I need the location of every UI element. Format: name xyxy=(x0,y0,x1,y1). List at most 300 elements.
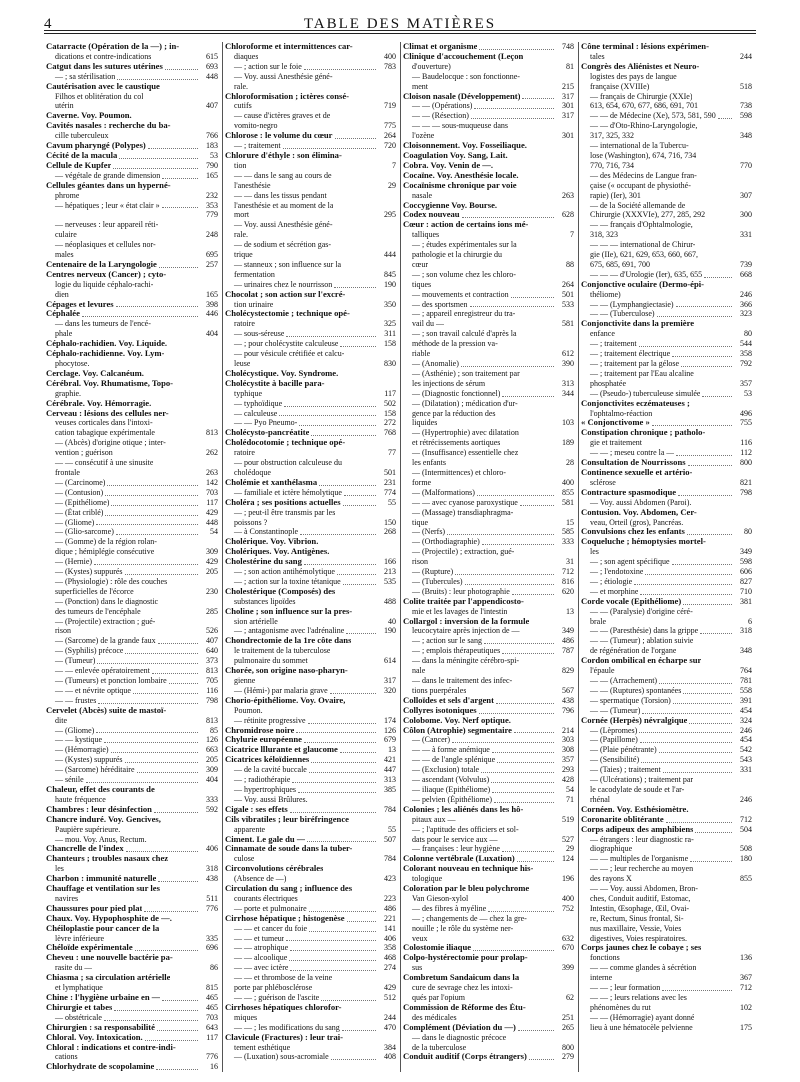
entry-text: cure de sevrage chez les intoxi- xyxy=(412,983,513,993)
entry-page-number: 400 xyxy=(384,51,396,61)
entry-page-number: 325 xyxy=(384,319,396,329)
entry-page-number: 214 xyxy=(562,725,574,735)
index-entry xyxy=(225,1003,396,1013)
entry-text: Céphalo-rachidien. Voy. Liquide. xyxy=(46,339,168,349)
entry-text: forme xyxy=(412,477,432,487)
leader-dots xyxy=(529,1059,554,1060)
leader-dots xyxy=(290,812,376,813)
index-entry xyxy=(403,151,574,161)
leader-dots xyxy=(105,515,198,516)
entry-page-number: 350 xyxy=(384,299,396,309)
entry-text: substances lipoïdes xyxy=(234,596,296,606)
entry-text: Chancrelle de l'index xyxy=(46,844,124,854)
entry-text: superficielles de l'écorce xyxy=(55,586,134,596)
index-entry xyxy=(225,290,396,300)
entry-page-number: 703 xyxy=(206,1012,218,1022)
entry-page-number: 800 xyxy=(740,458,752,468)
leader-dots xyxy=(311,762,376,763)
index-entry xyxy=(225,448,396,458)
entry-text: Chancre induré. Voy. Gencives, xyxy=(46,814,161,824)
index-entry xyxy=(581,151,752,161)
leader-dots xyxy=(289,960,376,961)
index-entry xyxy=(581,389,752,399)
entry-page-number: 768 xyxy=(384,428,396,438)
entry-page-number: 790 xyxy=(206,160,218,170)
entry-text: Conjonctivite dans la première xyxy=(581,319,695,329)
entry-text: sion artérielle xyxy=(234,616,278,626)
index-entry xyxy=(403,656,574,666)
leader-dots xyxy=(137,772,198,773)
leader-dots xyxy=(512,594,554,595)
index-entry xyxy=(225,42,396,52)
index-entry xyxy=(46,399,218,409)
leader-dots xyxy=(283,148,376,149)
index-entry xyxy=(46,101,218,111)
entry-text: — (Asthénie) ; son traitement par xyxy=(412,368,520,378)
leader-dots xyxy=(319,485,376,486)
entry-text: — ; traitement xyxy=(590,339,637,349)
entry-page-number: 423 xyxy=(384,874,396,884)
leader-dots xyxy=(105,495,198,496)
index-entry xyxy=(225,280,396,290)
index-entry xyxy=(403,706,574,716)
entry-text: riable xyxy=(412,349,431,359)
entry-page-number: 246 xyxy=(740,289,752,299)
entry-text: tion urinaire xyxy=(234,299,274,309)
leader-dots xyxy=(640,594,732,595)
index-entry xyxy=(403,418,574,428)
entry-page-number: 406 xyxy=(206,844,218,854)
entry-page-number: 320 xyxy=(384,685,396,695)
entry-page-number: 117 xyxy=(206,497,218,507)
entry-text: Chondrectomie de la 1re côte dans xyxy=(225,636,352,646)
index-entry xyxy=(403,924,574,934)
entry-text: — dans la méningite cérébro-spi- xyxy=(412,656,520,666)
entry-text: pulmonaire du sommet xyxy=(234,656,308,666)
entry-page-number: 126 xyxy=(206,735,218,745)
entry-page-number: 774 xyxy=(384,487,396,497)
leader-dots xyxy=(502,396,554,397)
entry-page-number: 116 xyxy=(740,438,752,448)
entry-text: — — (Tuberculose) xyxy=(590,309,655,319)
entry-text: Cheveu : une nouvelle bactérie pa- xyxy=(46,953,173,963)
entry-page-number: 438 xyxy=(562,695,574,705)
entry-text: typhique xyxy=(234,388,262,398)
entry-text: enfance xyxy=(590,329,615,339)
entry-page-number: 606 xyxy=(740,567,752,577)
entry-text: Consultation de Nourrissons xyxy=(581,458,686,468)
entry-page-number: 693 xyxy=(206,61,218,71)
index-entry xyxy=(403,488,574,498)
entry-page-number: 558 xyxy=(740,685,752,695)
entry-page-number: 385 xyxy=(384,784,396,794)
entry-text: — (Taies) ; traitement xyxy=(590,765,661,775)
index-entry xyxy=(225,171,396,181)
entry-text: Constipation chronique ; patholo- xyxy=(581,428,706,438)
entry-text: — (Massage) transdiaphragma- xyxy=(412,507,514,517)
entry-text: Cloisonnement. Voy. Fosseiliaque. xyxy=(403,141,527,151)
entry-page-number: 776 xyxy=(206,1052,218,1062)
entry-page-number: 257 xyxy=(206,259,218,269)
index-entry xyxy=(403,587,574,597)
entry-page-number: 71 xyxy=(566,794,574,804)
entry-text: — (Plaie pénétrante) xyxy=(590,745,657,755)
entry-text: — (Bruits) : leur photographie xyxy=(412,586,510,596)
index-entry xyxy=(581,636,752,646)
entry-page-number: 54 xyxy=(210,527,218,537)
entry-text: rhénal xyxy=(590,794,610,804)
entry-page-number: 29 xyxy=(566,844,574,854)
index-entry xyxy=(46,171,218,181)
entry-page-number: 470 xyxy=(384,1022,396,1032)
entry-text: — — (Tumeur) xyxy=(590,705,641,715)
entry-page-number: 85 xyxy=(210,725,218,735)
entry-page-number: 421 xyxy=(384,755,396,765)
entry-text: — — comme glandes à sécrétion xyxy=(590,963,697,973)
index-entry xyxy=(46,309,218,319)
index-entry xyxy=(46,815,218,825)
entry-text: 613, 654, 670, 677, 686, 691, 701 xyxy=(590,101,698,111)
entry-text: — (Insuffisance) essentielle chez xyxy=(412,448,519,458)
leader-dots xyxy=(117,79,198,80)
entry-text: Cholémie et xanthélasma xyxy=(225,477,318,487)
entry-text: — (Kystes) suppurés xyxy=(55,755,123,765)
index-entry xyxy=(46,607,218,617)
entry-page-number: 190 xyxy=(384,626,396,636)
index-entry xyxy=(225,131,396,141)
index-entry xyxy=(46,1013,218,1023)
index-entry xyxy=(403,557,574,567)
entry-text: Coagulation Voy. Sang, Lait. xyxy=(403,150,508,160)
entry-text: — (Papillome) xyxy=(590,735,638,745)
entry-text: Cérébrale. Voy. Hémorragie. xyxy=(46,398,152,408)
index-entry xyxy=(46,161,218,171)
index-entry xyxy=(581,240,752,250)
index-entry xyxy=(46,418,218,428)
index-entry xyxy=(225,438,396,448)
leader-dots xyxy=(681,366,732,367)
index-entry xyxy=(403,300,574,310)
entry-page-number: 518 xyxy=(740,81,752,91)
entry-text: — (Anomalie) xyxy=(412,359,459,368)
entry-page-number: 486 xyxy=(562,636,574,646)
index-entry xyxy=(46,844,218,854)
index-entry xyxy=(403,290,574,300)
entry-text: Chauffage et ventilation sur les xyxy=(46,884,160,894)
index-entry xyxy=(225,527,396,537)
leader-dots xyxy=(520,505,554,506)
index-entry xyxy=(403,181,574,191)
index-entry xyxy=(403,864,574,874)
entry-page-number: 301 xyxy=(562,131,574,141)
index-entry xyxy=(225,458,396,468)
entry-page-number: 755 xyxy=(740,418,752,428)
entry-page-number: 251 xyxy=(562,1012,574,1022)
index-entry xyxy=(403,92,574,102)
entry-page-number: 381 xyxy=(740,596,752,606)
index-entry xyxy=(225,844,396,854)
leader-dots xyxy=(116,534,198,535)
entry-text: leucocytaire après injection de — xyxy=(412,626,520,636)
entry-text: — — et cancer du foie xyxy=(234,923,308,933)
entry-text: vomito-negro xyxy=(234,121,278,131)
entry-page-number: 323 xyxy=(740,309,752,319)
index-entry xyxy=(403,815,574,825)
entry-text: nouille ; le rôle du système ner- xyxy=(412,923,514,933)
entry-text: — ; antagonisme avec l'adrénaline xyxy=(234,626,345,636)
index-column-2 xyxy=(222,42,400,1072)
entry-text: les xyxy=(590,547,599,557)
leader-dots xyxy=(304,564,376,565)
entry-page-number: 712 xyxy=(740,814,752,824)
entry-page-number: 248 xyxy=(206,230,218,240)
index-entry xyxy=(225,1023,396,1033)
entry-text: Filhos et oblitération du col xyxy=(55,91,144,101)
entry-page-number: 274 xyxy=(384,963,396,973)
index-entry xyxy=(403,270,574,280)
index-entry xyxy=(225,626,396,636)
index-entry xyxy=(46,527,218,537)
index-entry xyxy=(403,577,574,587)
entry-page-number: 465 xyxy=(206,993,218,1002)
entry-page-number: 429 xyxy=(206,507,218,517)
index-entry xyxy=(225,210,396,220)
index-entry xyxy=(225,418,396,428)
entry-text: — ; changements de — chez la gre- xyxy=(412,913,527,923)
entry-page-number: 695 xyxy=(206,250,218,260)
index-entry xyxy=(46,706,218,716)
leader-dots xyxy=(672,564,732,565)
entry-text: Chine : l'hygiène urbaine en — xyxy=(46,993,161,1002)
entry-page-number: 508 xyxy=(740,844,752,854)
entry-text: Congrès des Aliénistes et Neuro- xyxy=(581,61,700,71)
index-entry xyxy=(581,82,752,92)
entry-text: Cocaïne. Voy. Anesthésie locale. xyxy=(403,170,519,180)
entry-page-number: 230 xyxy=(206,586,218,596)
index-entry xyxy=(403,309,574,319)
entry-text: Centenaire de la Laryngologie xyxy=(46,259,157,269)
index-entry xyxy=(225,468,396,478)
index-entry xyxy=(225,815,396,825)
entry-text: — et morphine xyxy=(590,586,639,596)
index-entry xyxy=(46,825,218,835)
entry-text: lose (Washington), 674, 716, 734 xyxy=(590,150,697,160)
leader-dots xyxy=(125,762,198,763)
entry-page-number: 643 xyxy=(206,1022,218,1032)
index-entry xyxy=(225,963,396,973)
entry-text: théliome) xyxy=(590,289,621,299)
entry-text: — (Contusion) xyxy=(55,487,104,497)
entry-text: Cervelet (Abcès) suite de mastoï- xyxy=(46,705,167,715)
entry-text: — — Voy. aussi Abdomen, Bron- xyxy=(590,884,698,894)
leader-dots xyxy=(689,723,732,724)
entry-text: cille tuberculeux xyxy=(55,131,109,141)
entry-page-number: 150 xyxy=(384,517,396,527)
entry-text: tales xyxy=(590,51,605,61)
leader-dots xyxy=(683,693,732,694)
entry-page-number: 180 xyxy=(740,854,752,864)
leader-dots xyxy=(114,1010,198,1011)
entry-text: — — ; leur formation xyxy=(590,983,661,993)
entry-page-number: 798 xyxy=(740,487,752,497)
entry-text: frontale xyxy=(55,467,80,477)
index-entry xyxy=(225,181,396,191)
index-entry xyxy=(225,72,396,82)
index-entry xyxy=(225,339,396,349)
index-entry xyxy=(46,72,218,82)
entry-text: Cavités nasales : recherche du ba- xyxy=(46,121,171,131)
index-entry xyxy=(46,1043,218,1053)
entry-text: liquides xyxy=(412,418,438,428)
index-entry xyxy=(581,260,752,270)
entry-page-number: 779 xyxy=(206,210,218,220)
index-entry xyxy=(225,795,396,805)
leader-dots xyxy=(125,653,198,654)
entry-page-number: 776 xyxy=(206,903,218,913)
entry-page-number: 142 xyxy=(206,477,218,487)
entry-text: — pour vésicule crétifiée et calcu- xyxy=(234,349,345,359)
entry-page-number: 373 xyxy=(206,656,218,666)
leader-dots xyxy=(304,69,376,70)
index-entry xyxy=(225,914,396,924)
index-entry xyxy=(225,597,396,607)
entry-text: — — (Lymphangiectasie) xyxy=(590,299,674,309)
entry-text: Corde vocale (Epithéliome) xyxy=(581,596,682,606)
index-entry xyxy=(403,329,574,339)
leader-dots xyxy=(111,505,198,506)
leader-dots xyxy=(639,346,732,347)
leader-dots xyxy=(309,911,376,912)
index-entry xyxy=(403,260,574,270)
entry-text: Cigale : ses effets xyxy=(225,804,288,814)
entry-text: phénomènes du rut xyxy=(590,1002,651,1012)
leader-dots xyxy=(700,633,732,634)
entry-page-number: 404 xyxy=(206,775,218,785)
entry-page-number: 813 xyxy=(206,715,218,725)
entry-page-number: 821 xyxy=(740,477,752,487)
entry-text: tiques xyxy=(412,279,432,289)
index-entry xyxy=(581,617,752,627)
entry-text: graphie. xyxy=(55,388,81,398)
entry-page-number: 400 xyxy=(562,893,574,903)
entry-text: — (Dilatation) ; médication d'ur- xyxy=(412,398,518,408)
index-entry xyxy=(225,309,396,319)
index-entry xyxy=(581,518,752,528)
entry-page-number: 407 xyxy=(206,636,218,646)
entry-text: l'ozène xyxy=(412,131,435,141)
index-entry xyxy=(403,765,574,775)
index-entry xyxy=(225,735,396,745)
entry-text: des rayons X xyxy=(590,874,632,884)
index-entry xyxy=(581,349,752,359)
entry-text: — ; son volume chez les chloro- xyxy=(412,269,516,279)
entry-text: Colonies ; les aliénés dans les hô- xyxy=(403,804,524,814)
entry-page-number: 331 xyxy=(740,230,752,240)
entry-text: Corps jaunes chez le cobaye ; ses xyxy=(581,943,702,953)
entry-page-number: 454 xyxy=(740,705,752,715)
index-entry xyxy=(581,1013,752,1023)
entry-page-number: 739 xyxy=(740,259,752,269)
leader-dots xyxy=(474,108,554,109)
entry-text: Colloïdes et sels d'argent xyxy=(403,695,494,705)
leader-dots xyxy=(678,495,732,496)
index-entry xyxy=(403,527,574,537)
entry-page-number: 829 xyxy=(562,666,574,676)
entry-page-number: 712 xyxy=(740,983,752,993)
leader-dots xyxy=(672,356,732,357)
entry-page-number: 813 xyxy=(206,666,218,676)
index-entry xyxy=(581,963,752,973)
leader-dots xyxy=(340,752,376,753)
index-entry xyxy=(225,508,396,518)
entry-text: et lymphatique xyxy=(55,983,103,993)
index-entry xyxy=(403,607,574,617)
index-entry xyxy=(225,379,396,389)
leader-dots xyxy=(659,683,732,684)
index-entry xyxy=(403,131,574,141)
entry-text: Centres nerveux (Cancer) ; cyto- xyxy=(46,269,167,279)
index-entry xyxy=(225,874,396,884)
index-entry xyxy=(403,349,574,359)
index-entry xyxy=(46,151,218,161)
header-rule xyxy=(44,30,756,34)
index-entry xyxy=(403,626,574,636)
entry-text: Chromidrose noire xyxy=(225,725,295,735)
entry-text: — (Carcinome) xyxy=(55,477,106,487)
index-entry xyxy=(46,62,218,72)
index-entry xyxy=(403,42,574,52)
index-entry xyxy=(46,121,218,131)
entry-page-number: 102 xyxy=(740,1002,752,1012)
index-entry xyxy=(403,646,574,656)
entry-page-number: 353 xyxy=(206,200,218,210)
entry-page-number: 166 xyxy=(384,557,396,567)
leader-dots xyxy=(144,911,198,912)
entry-page-number: 117 xyxy=(206,1032,218,1042)
entry-page-number: 615 xyxy=(206,51,218,61)
entry-page-number: 300 xyxy=(740,210,752,220)
entry-text: — iliaque (Epithéliome) xyxy=(412,784,491,794)
leader-dots xyxy=(162,207,198,208)
entry-text: veuses corticales dans l'intoxi- xyxy=(55,418,153,428)
index-entry xyxy=(225,835,396,845)
entry-page-number: 40 xyxy=(388,616,396,626)
entry-page-number: 781 xyxy=(740,676,752,685)
index-entry xyxy=(403,62,574,72)
entry-text: — végétale de grande dimension xyxy=(55,170,161,180)
entry-text: Convulsions chez les enfants xyxy=(581,527,685,537)
entry-page-number: 764 xyxy=(740,666,752,676)
leader-dots xyxy=(657,316,732,317)
leader-dots xyxy=(125,574,198,575)
index-entry xyxy=(225,716,396,726)
index-entry xyxy=(581,121,752,131)
index-entry xyxy=(225,359,396,369)
entry-page-number: 400 xyxy=(562,477,574,487)
leader-dots xyxy=(346,633,376,634)
index-entry xyxy=(403,953,574,963)
index-entry xyxy=(225,1013,396,1023)
entry-text: sclérose xyxy=(590,477,616,487)
leader-dots xyxy=(292,782,376,783)
index-entry xyxy=(46,914,218,924)
entry-text: — (Gomme) de la région rolan- xyxy=(55,537,157,547)
index-entry xyxy=(46,270,218,280)
leader-dots xyxy=(673,703,732,704)
entry-page-number: 792 xyxy=(740,359,752,368)
entry-text: rasite du — xyxy=(55,963,93,973)
leader-dots xyxy=(492,752,554,753)
